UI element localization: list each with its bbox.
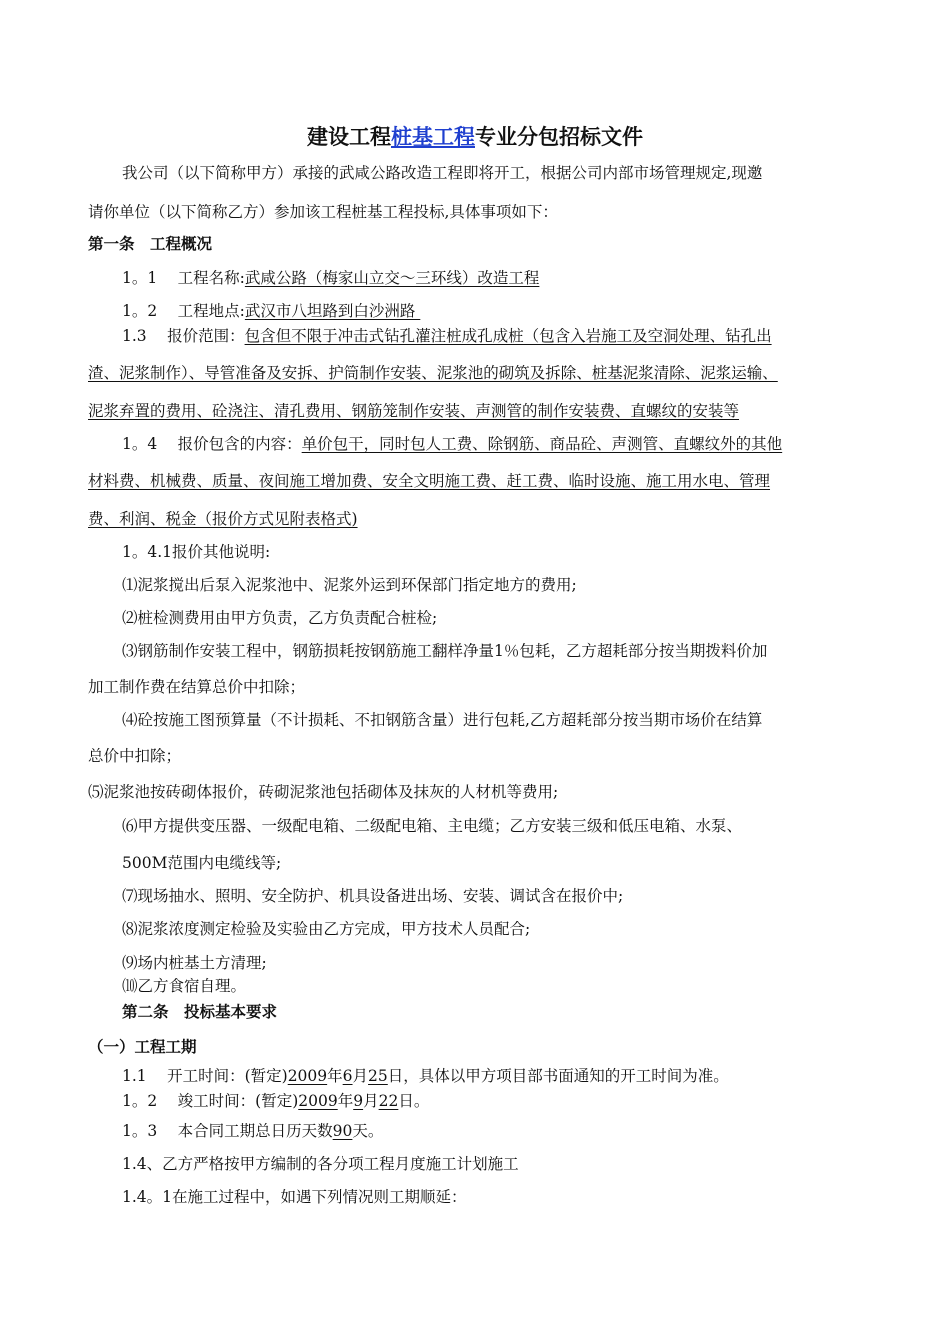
- item-1-2-value: 武汉市八坦路到白沙洲路: [244, 302, 421, 320]
- article2-heading: 第二条 投标基本要求: [122, 1003, 278, 1021]
- title-part1: 建设工程: [307, 125, 391, 149]
- item-2-1-3: [122, 1121, 383, 1141]
- note-5: ⑸泥浆池按砖砌体报价，砖砌泥浆池包括砌体及抹灰的人材机等费用;: [88, 783, 559, 801]
- title-link[interactable]: 桩基工程: [391, 125, 475, 149]
- end-label: 1。2 竣工时间：(暂定): [122, 1092, 299, 1110]
- note-1: ⑴泥浆搅出后泵入泥浆池中、泥浆外运到环保部门指定地方的费用;: [122, 576, 577, 594]
- end-month: 9: [353, 1092, 364, 1110]
- item-1-4-line-3: 费、利润、税金（报价方式见附表格式): [88, 510, 358, 528]
- item-1-3-line-1: 包含但不限于冲击式钻孔灌注桩成孔成桩（包含入岩施工及空洞处理、钻孔出: [244, 327, 772, 345]
- item-1-1-value: 武咸公路（梅家山立交～三环线）改造工程: [244, 269, 540, 287]
- item-2-1-4: 1.4、乙方严格按甲方编制的各分项工程月度施工计划施工: [122, 1155, 519, 1173]
- total-days-unit: 天。: [352, 1122, 384, 1140]
- note-8: ⑻泥浆浓度测定检验及实验由乙方完成，甲方技术人员配合;: [122, 920, 531, 938]
- total-days: 90: [332, 1122, 353, 1140]
- note-7: ⑺现场抽水、照明、安全防护、机具设备进出场、安装、调试含在报价中;: [122, 887, 624, 905]
- item-1-3-label: 1.3 报价范围：: [122, 327, 245, 345]
- item-1-4-label: 1。4 报价包含的内容：: [122, 435, 302, 453]
- item-1-3: [122, 326, 772, 346]
- item-1-2-label: 1。2 工程地点:: [122, 302, 245, 320]
- start-year-unit: 年: [327, 1067, 343, 1085]
- intro-line-2: 请你单位（以下简称乙方）参加该工程桩基工程投标,具体事项如下：: [88, 203, 558, 221]
- note-3-line-1: ⑶钢筋制作安装工程中，钢筋损耗按钢筋施工翻样净量1％包耗，乙方超耗部分按当期拨料价加: [122, 642, 768, 660]
- start-year: 2009: [287, 1067, 328, 1085]
- section-duration-heading: （一）工程工期: [88, 1038, 197, 1056]
- item-1-1: [122, 268, 539, 288]
- item-1-1-label: 1。1 工程名称:: [122, 269, 245, 287]
- item-1-4: [122, 434, 782, 454]
- intro-line-1: 我公司（以下简称甲方）承接的武咸公路改造工程即将开工，根据公司内部市场管理规定,现邀: [122, 164, 763, 182]
- end-year-unit: 年: [337, 1092, 354, 1110]
- end-year: 2009: [298, 1092, 338, 1110]
- item-2-1-4-1: 1.4。1在施工过程中，如遇下列情况则工期顺延：: [122, 1188, 467, 1206]
- item-1-4-line-1: 单价包干，同时包人工费、除钢筋、商品砼、声测管、直螺纹外的其他: [301, 435, 783, 453]
- note-4-line-2: 总价中扣除；: [88, 747, 182, 765]
- note-3-line-2: 加工制作费在结算总价中扣除；: [88, 678, 306, 696]
- note-4-line-1: ⑷砼按施工图预算量（不计损耗、不扣钢筋含量）进行包耗,乙方超耗部分按当期市场价在结算: [122, 711, 763, 729]
- article1-heading: 第一条 工程概况: [88, 235, 213, 253]
- item-1-2: [122, 301, 420, 321]
- note-6-line-2: 500M范围内电缆线等;: [122, 854, 282, 872]
- item-1-4-1: 1。4.1报价其他说明:: [122, 543, 271, 561]
- note-9: ⑼场内桩基土方清理;: [122, 954, 267, 972]
- note-2: ⑵桩检测费用由甲方负责，乙方负责配合桩检;: [122, 609, 438, 627]
- note-10: ⑽乙方食宿自理。: [122, 977, 247, 995]
- title-part2: 专业分包招标文件: [475, 125, 643, 149]
- end-day: 22: [378, 1092, 399, 1110]
- total-days-label: 1。3 本合同工期总日历天数: [122, 1122, 333, 1140]
- item-2-1-2: [122, 1091, 429, 1111]
- start-month-unit: 月: [352, 1067, 369, 1085]
- end-tail: 日。: [398, 1092, 430, 1110]
- item-1-4-line-2: 材料费、机械费、质量、夜间施工增加费、安全文明施工费、赶工费、临时设施、施工用水电、管理: [88, 472, 771, 490]
- item-1-3-line-3: 泥浆弃置的费用、砼浇注、清孔费用、钢筋笼制作安装、声测管的制作安装费、直螺纹的安装等: [88, 402, 740, 420]
- document-title: [0, 123, 950, 151]
- item-2-1-1: [122, 1066, 729, 1086]
- start-day: 25: [368, 1067, 388, 1085]
- start-tail: 日，具体以甲方项目部书面通知的开工时间为准。: [387, 1067, 729, 1085]
- item-1-3-line-2: 渣、泥浆制作）、导管准备及安拆、护筒制作安装、泥浆池的砌筑及拆除、桩基泥浆清除、泥浆运输、: [88, 364, 778, 382]
- start-month: 6: [342, 1067, 353, 1085]
- start-label: 1.1 开工时间：(暂定): [122, 1067, 288, 1085]
- note-6-line-1: ⑹甲方提供变压器、一级配电箱、二级配电箱、主电缆；乙方安装三级和低压电箱、水泵、: [122, 817, 743, 835]
- end-month-unit: 月: [363, 1092, 379, 1110]
